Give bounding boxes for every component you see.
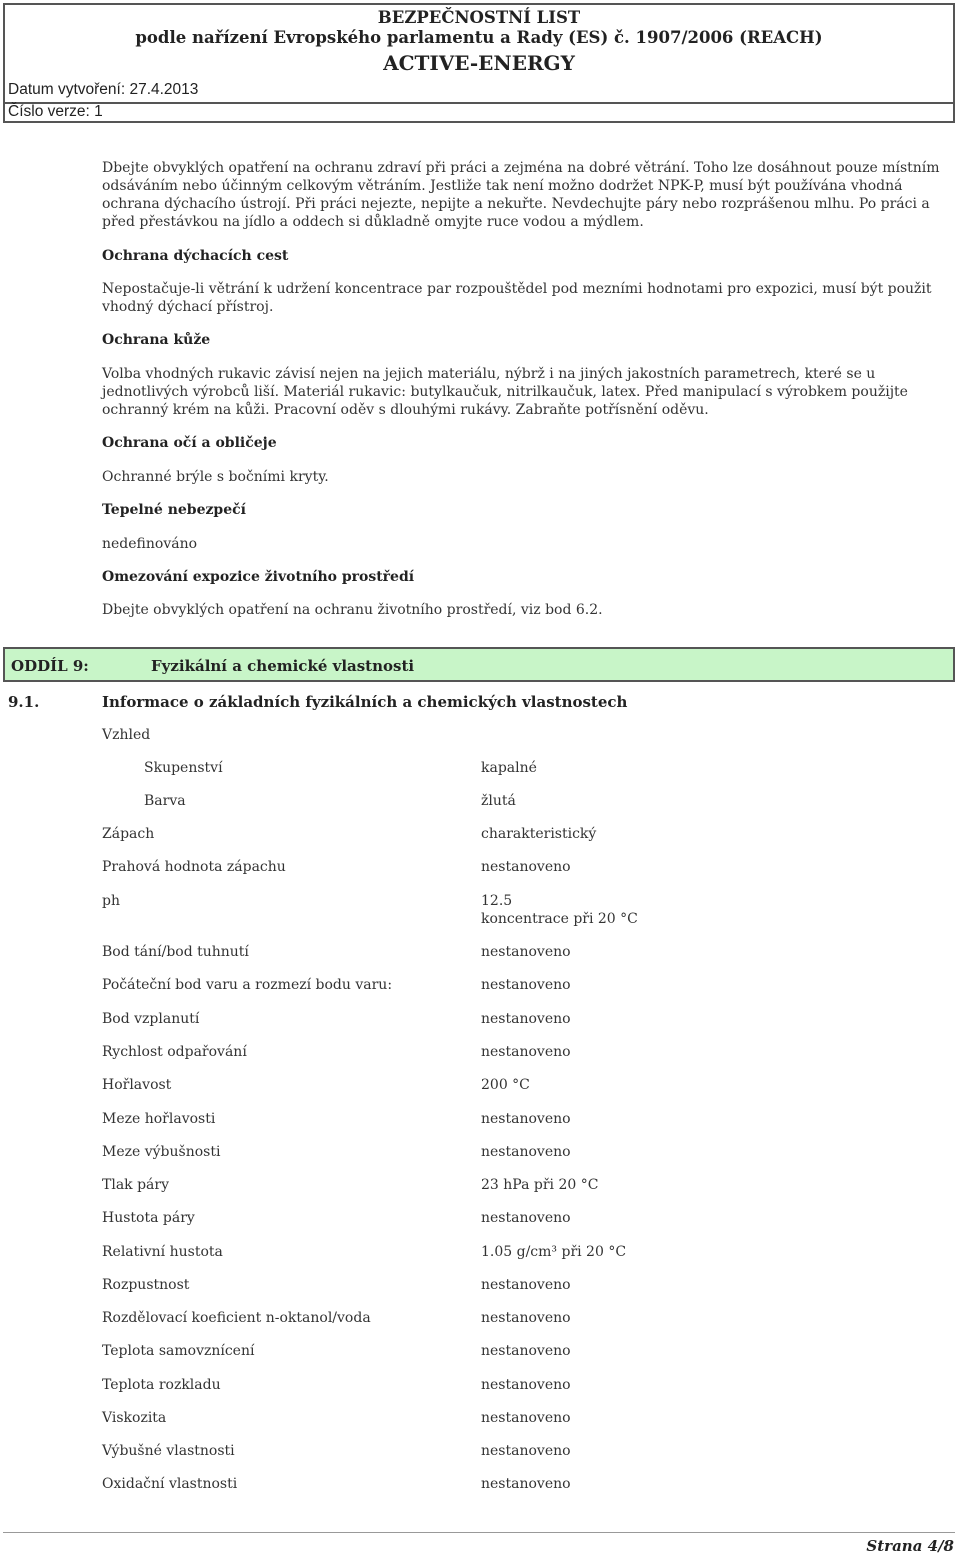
property-value: 1.05 g/cm³ při 20 °C (481, 1244, 627, 1260)
respiratory-text: Nepostačuje-li větrání k udržení koncentrace par rozpouštědel pod mezními hodnotami pro expozici, musí být použit vhodný dýchací přístroj. (102, 281, 932, 315)
skin-text: Volba vhodných rukavic závisí nejen na jejich materiálu, nýbrž i na jiných jakostních parametrech, které se u jednotlivých výrobců liší. Materiál rukavic: butylkaučuk, nitrilkaučuk, latex. Před manipulací s výrobkem použijte ochranný krém na kůži. Pracovní oděv s dlouhými rukávy. Zabraňte potřísnění oděvu. (102, 366, 908, 418)
property-label: Barva (144, 793, 186, 809)
property-value: žlutá (481, 793, 516, 809)
property-value: nestanoveno (481, 1443, 571, 1459)
appearance-label: Vzhled (102, 727, 151, 743)
header-divider (5, 102, 953, 104)
environment-text: Dbejte obvyklých opatření na ochranu životního prostředí, viz bod 6.2. (102, 602, 603, 618)
document-title: BEZPEČNOSTNÍ LIST (377, 8, 581, 27)
property-label: ph (102, 893, 120, 909)
section-number: ODDÍL 9: (11, 657, 89, 675)
property-value: kapalné (481, 760, 537, 776)
property-value: nestanoveno (481, 1210, 571, 1226)
property-label: Meze hořlavosti (102, 1111, 216, 1127)
property-label: Zápach (102, 826, 155, 842)
eyes-text: Ochranné brýle s bočními kryty. (102, 469, 329, 485)
property-value: nestanoveno (481, 1310, 571, 1326)
property-value: nestanoveno (481, 859, 571, 875)
respiratory-heading: Ochrana dýchacích cest (102, 248, 289, 264)
property-label: Prahová hodnota zápachu (102, 859, 286, 875)
intro-paragraph: Dbejte obvyklých opatření na ochranu zdraví při práci a zejména na dobré větrání. Toho lze dosáhnout pouze místním odsáváním nebo účinným celkovým větráním. Jestliže tak není možno dodržet NPK-P, musí být používána vhodná ochrana dýchacího ústrojí. Při práci nejezte, nepijte a nekuřte. Nevdechujte páry nebo rozprášenou mlhu. Po práci a před přestávkou na jídlo a oddech si důkladně omyjte ruce vodou a mýdlem. (102, 160, 940, 230)
property-label: Tlak páry (102, 1177, 170, 1193)
property-label: Počáteční bod varu a rozmezí bodu varu: (102, 977, 393, 993)
property-value: 12.5 (481, 893, 513, 909)
property-value: nestanoveno (481, 1377, 571, 1393)
property-value: nestanoveno (481, 977, 571, 993)
property-label: Hořlavost (102, 1077, 172, 1093)
property-value: nestanoveno (481, 1476, 571, 1492)
property-label: Viskozita (102, 1410, 167, 1426)
section-title: Fyzikální a chemické vlastnosti (151, 657, 415, 675)
property-label: Rychlost odpařování (102, 1044, 247, 1060)
thermal-text: nedefinováno (102, 536, 198, 552)
thermal-heading: Tepelné nebezpečí (102, 502, 246, 518)
property-value-note: koncentrace při 20 °C (481, 911, 638, 927)
property-value: 23 hPa při 20 °C (481, 1177, 599, 1193)
property-value: nestanoveno (481, 1410, 571, 1426)
property-value: charakteristický (481, 826, 597, 842)
property-value: nestanoveno (481, 1011, 571, 1027)
product-name: ACTIVE-ENERGY (383, 51, 575, 75)
footer-divider (3, 1532, 955, 1533)
regulation-subtitle: podle nařízení Evropského parlamentu a Rady (ES) č. 1907/2006 (REACH) (135, 28, 823, 47)
property-label: Relativní hustota (102, 1244, 223, 1260)
eyes-heading: Ochrana očí a obličeje (102, 435, 277, 451)
property-label: Teplota rozkladu (102, 1377, 221, 1393)
property-label: Teplota samovznícení (102, 1343, 255, 1359)
property-label: Oxidační vlastnosti (102, 1476, 238, 1492)
property-value: nestanoveno (481, 944, 571, 960)
property-label: Rozdělovací koeficient n-oktanol/voda (102, 1310, 371, 1326)
property-value: 200 °C (481, 1077, 530, 1093)
property-value: nestanoveno (481, 1111, 571, 1127)
property-value: nestanoveno (481, 1343, 571, 1359)
property-label: Výbušné vlastnosti (102, 1443, 235, 1459)
page-number: Strana 4/8 (866, 1537, 954, 1555)
property-label: Skupenství (144, 760, 223, 776)
property-label: Bod vzplanutí (102, 1011, 200, 1027)
property-value: nestanoveno (481, 1044, 571, 1060)
creation-date: Datum vytvoření: 27.4.2013 (8, 81, 199, 98)
environment-heading: Omezování expozice životního prostředí (102, 569, 415, 585)
section-header (3, 647, 955, 682)
version-number: Číslo verze: 1 (8, 103, 103, 120)
document-header (3, 3, 955, 123)
property-label: Meze výbušnosti (102, 1144, 221, 1160)
subsection-number: 9.1. (8, 693, 40, 711)
subsection-title: Informace o základních fyzikálních a chemických vlastnostech (102, 693, 628, 711)
property-value: nestanoveno (481, 1277, 571, 1293)
skin-heading: Ochrana kůže (102, 332, 211, 348)
property-label: Bod tání/bod tuhnutí (102, 944, 249, 960)
property-label: Rozpustnost (102, 1277, 190, 1293)
property-value: nestanoveno (481, 1144, 571, 1160)
property-label: Hustota páry (102, 1210, 195, 1226)
